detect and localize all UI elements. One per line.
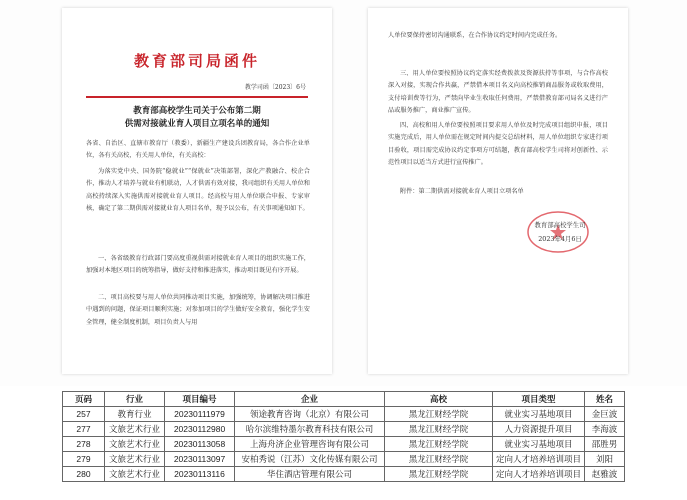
issuer-name: 教育部高校学生司 [534, 221, 586, 229]
paragraph-intro: 为落实党中央、国务院“稳就业”“保就业”决策部署，深化产教融合、校企合作，推动人才培养与就业有机联动，人才供需有效对接，我司组织有关用人单位和高校持续深入实施供需对接就业育人项目。经高校与用人单位联合申报、专家审核，确定了第二期供需对接就业育人项目名单，现予以公布，有关事项通知如下。 [86, 168, 310, 213]
cell-industry: 文旅艺术行业 [105, 452, 165, 467]
column-header-industry: 行业 [105, 392, 165, 407]
column-header-page: 页码 [63, 392, 105, 407]
document-page-left [62, 8, 332, 374]
notice-title-text: 教育部高校学生司关于公布第二期 供需对接就业育人项目立项名单的通知 [124, 106, 270, 129]
cell-page: 279 [63, 452, 105, 467]
cell-page: 278 [63, 437, 105, 452]
cell-project-id: 20230113058 [165, 437, 235, 452]
table-row [63, 467, 625, 482]
cell-company: 安柏秀说（江苏）文化传媒有限公司 [235, 452, 385, 467]
cell-project-id: 20230111979 [165, 407, 235, 422]
cell-project-type: 就业实习基地项目 [493, 437, 585, 452]
recipient-line: 各省、自治区、直辖市教育厅（教委），新疆生产建设兵团教育局，各合作企业单位，各有关高校，有关用人单位，有关高校： [86, 140, 310, 160]
column-header-name: 姓名 [585, 392, 625, 407]
cell-industry: 文旅艺术行业 [105, 467, 165, 482]
column-header-project-type: 项目类型 [493, 392, 585, 407]
cell-page: 280 [63, 467, 105, 482]
notice-title [82, 105, 312, 131]
paragraph-item-1: 一、各省级教育行政部门要高度重视供需对接就业育人项目的组织实施工作，加强对本地区项目的统筹指导，做好支持和推进落实，推动项目既见有序开展。 [86, 255, 310, 275]
column-header-project-id: 项目编号 [165, 392, 235, 407]
cell-company: 华住酒店管理有限公司 [235, 467, 385, 482]
document-page-right [368, 8, 628, 374]
cell-university: 黑龙江财经学院 [385, 422, 493, 437]
cell-industry: 文旅艺术行业 [105, 437, 165, 452]
cell-name: 金巨波 [585, 407, 625, 422]
table-row [63, 437, 625, 452]
cell-name: 赵雅波 [585, 467, 625, 482]
cell-university: 黑龙江财经学院 [385, 467, 493, 482]
paragraph-continuation: 人单位要保持密切沟通联系，在合作协议约定时间内完成任务。 [388, 32, 562, 39]
cell-project-id: 20230113097 [165, 452, 235, 467]
issue-date: 2023年4月6日 [538, 235, 582, 243]
cell-project-type: 就业实习基地项目 [493, 407, 585, 422]
attachment-line: 附件：第二期供需对接就业育人项目立项名单 [400, 188, 524, 195]
table-row [63, 407, 625, 422]
table-row [63, 452, 625, 467]
paragraph-item-4: 四、高校和用人单位要按照项目要求用人单位及时完成项目组织申报，项目实施完成后，用人单位需在规定时间内提交总结材料，用人单位组织专家进行项目验收，项目需完成协议约定事项方可结题，教育部高校学生司将对创新性、示范性项目以适当方式进行宣传推广。 [388, 122, 608, 167]
cell-company: 领途教育咨询（北京）有限公司 [235, 407, 385, 422]
official-seal-icon [518, 204, 598, 254]
paragraph-item-2: 二、项目高校要与用人单位共同推动项目实施，加强统筹，协调解决项目推进中遇到的问题，保证项目顺利实施；对参加项目的学生做好安全教育，强化学生安全管理，健全制度机制，项目负责人与用 [86, 294, 310, 326]
table-row [63, 422, 625, 437]
column-header-company: 企业 [235, 392, 385, 407]
letterhead-rule [86, 96, 308, 98]
cell-page: 257 [63, 407, 105, 422]
document-number: 教学司函〔2023〕6号 [244, 84, 306, 91]
cell-page: 277 [63, 422, 105, 437]
cell-company: 哈尔滨维特墨尔教育科技有限公司 [235, 422, 385, 437]
cell-project-type: 人力资源提升项目 [493, 422, 585, 437]
table-header-row [63, 392, 625, 407]
letterhead-title: 教育部司局函件 [133, 52, 260, 70]
cell-company: 上海舟济企业管理咨询有限公司 [235, 437, 385, 452]
cell-name: 邵胜男 [585, 437, 625, 452]
cell-university: 黑龙江财经学院 [385, 407, 493, 422]
cell-university: 黑龙江财经学院 [385, 452, 493, 467]
cell-name: 李海波 [585, 422, 625, 437]
cell-university: 黑龙江财经学院 [385, 437, 493, 452]
cell-project-type: 定向人才培养培训项目 [493, 452, 585, 467]
cell-industry: 教育行业 [105, 407, 165, 422]
cell-project-id: 20230113116 [165, 467, 235, 482]
paragraph-item-3: 三、用人单位要按照协议约定落实经费拨款及资源扶持等事项，与合作高校深入对接，实现合作共赢，严禁借本项目名义向高校推销商品服务或收取费用，支付培训费等行为，严禁向毕业生收取任何费用，严禁借教育部司局名义进行产品或服务推广，商业推广宣传。 [388, 70, 608, 115]
project-list-table [62, 391, 624, 482]
column-header-university: 高校 [385, 392, 493, 407]
cell-project-type: 定向人才培养培训项目 [493, 467, 585, 482]
cell-name: 刘阳 [585, 452, 625, 467]
cell-industry: 文旅艺术行业 [105, 422, 165, 437]
cell-project-id: 20230112980 [165, 422, 235, 437]
